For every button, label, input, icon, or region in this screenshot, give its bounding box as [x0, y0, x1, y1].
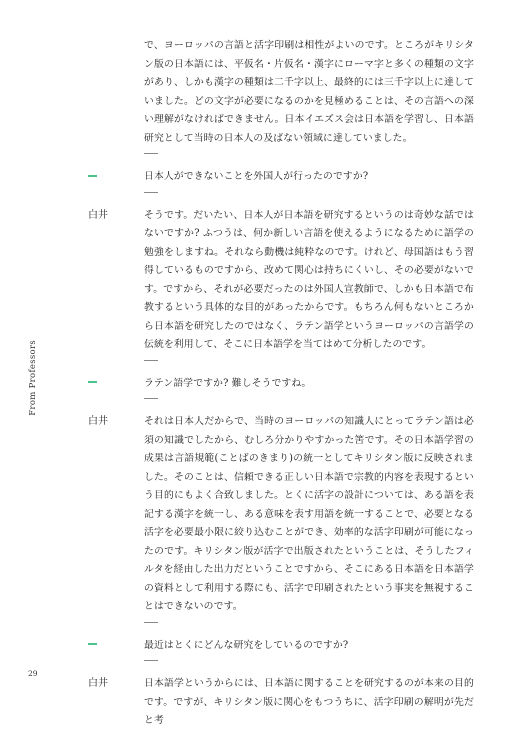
running-side-label: From Professors — [28, 340, 38, 416]
question-marker-cell — [88, 375, 144, 394]
question-block — [88, 375, 474, 394]
question-block — [88, 168, 474, 187]
separator-rule — [144, 622, 158, 623]
answer-block — [88, 675, 474, 731]
dash-marker-icon — [88, 381, 97, 383]
separator-rule — [144, 660, 158, 661]
answer-block — [88, 413, 474, 617]
dash-marker-icon — [88, 175, 97, 177]
speaker-label: 白井 — [88, 209, 108, 221]
answer-text: それは日本人だからで、当時のヨーロッパの知識人にとってラテン語は必須の知識でしたから、むしろ分かりやすかった筈です。その日本語学習の成果は言語規範(ことばのきまり)の統一としてキリシタン版に反映されました。そのことは、信頼できる正しい日本語で宗教的内容を表現するという目的にもよく合致しました。とくに活字の設計については、ある語を表記する漢字を統一し、ある意味を表す用語を統一することで、必要となる活字を必要最小限に絞り込むことができ、効率的な活字印刷が可能になったのです。キリシタン版が活字で出版されたということは、そうしたフィルタを経由した出力だということですから、そこにある日本語を日本語学の資料として利用する際にも、活字で印刷されたという事実を無視することはできないのです。 — [144, 416, 474, 612]
question-block — [88, 637, 474, 656]
page-number: 29 — [28, 669, 38, 678]
separator-rule — [144, 192, 158, 193]
question-text: 最近はとくにどんな研究をしているのですか? — [144, 639, 349, 651]
answer-text: そうです。だいたい、日本人が日本語を研究するというのは奇妙な話ではないですか? ふつうは、何か新しい言語を使えるようになるために語学の勉強をしますね。それなら動機は純粋なのです。けれど、母国語はもう習得しているものですから、改めて関心は持ちにくいし、その必要がないです。ですから、それが必要だったのは外国人宣教師で、しかも日本語で布教するという具体的な目的があったからです。もちろん何もないところから日本語を研究したのではなく、ラテン語学というヨーロッパの言語学の伝統を利用して、そこに日本語学を当てはめて分析したのです。 — [144, 209, 474, 350]
paragraph-text: で、ヨーロッパの言語と活字印刷は相性がよいのです。ところがキリシタン版の日本語には、平仮名・片仮名・漢字にローマ字と多くの種類の文字があり、しかも漢字の種類は二千字以上、最終的には三千字以上に達していました。どの文字が必要になるのかを見極めることは、その言語への深い理解がなければできません。日本イエズス会は日本語を学習し、日本語研究として当時の日本人の及ばない領域に達していました。 — [144, 40, 474, 144]
separator-rule — [144, 153, 158, 154]
separator-rule — [144, 360, 158, 361]
question-marker-cell — [88, 637, 144, 656]
speaker-label: 白井 — [88, 678, 108, 689]
question-marker-cell — [88, 168, 144, 187]
answer-text: 日本語学というからには、日本語に関することを研究するのが本来の目的です。ですが、キリシタン版に関心をもつうちに、活字印刷の解明が先だと考 — [144, 678, 474, 726]
answer-block — [88, 207, 474, 355]
question-text: ラテン語学ですか? 難しそうですね。 — [144, 377, 312, 389]
interview-body — [88, 37, 474, 731]
separator-rule — [144, 398, 158, 399]
dash-marker-icon — [88, 643, 97, 645]
question-text: 日本人ができないことを外国人が行ったのですか? — [144, 171, 369, 182]
paragraph-block — [88, 37, 474, 148]
speaker-label: 白井 — [88, 416, 108, 427]
